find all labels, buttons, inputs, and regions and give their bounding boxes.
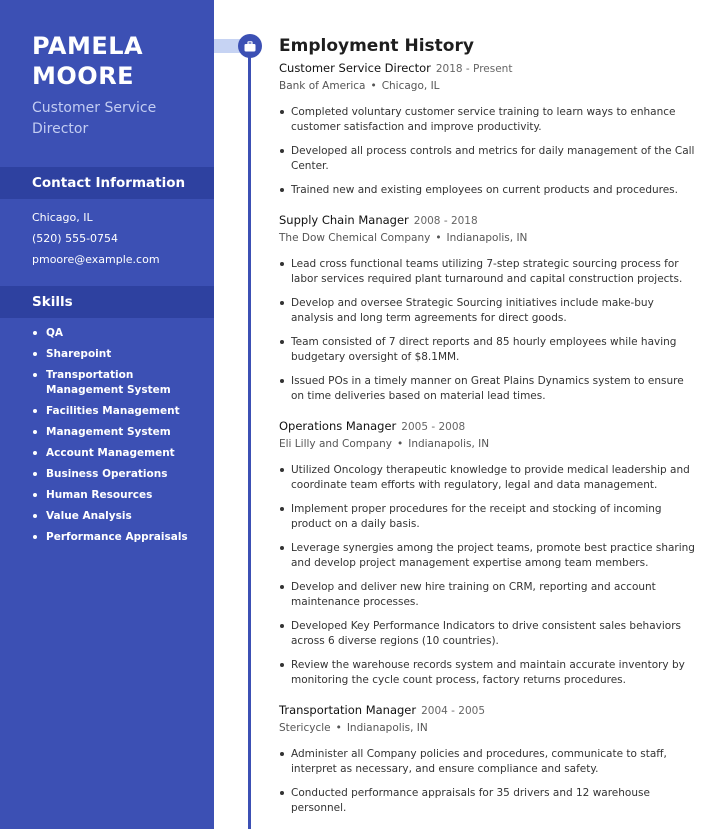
- job-header: [279, 418, 699, 436]
- skill-item: Facilities Management: [32, 404, 207, 419]
- skill-item: Value Analysis: [32, 509, 207, 524]
- job-dates: 2005 - 2008: [401, 421, 466, 433]
- job-company-line: [279, 720, 699, 737]
- job-bullet: Team consisted of 7 direct reports and 85 hourly employees while having budgetary oversight of $8.1MM.: [291, 335, 699, 365]
- job-bullet: Leverage synergies among the project teams, promote best practice sharing and develop project management expertise among team members.: [291, 541, 699, 571]
- contact-phone: (520) 555-0754: [32, 232, 119, 245]
- contact-list: [32, 207, 207, 270]
- job-entry: [279, 60, 699, 198]
- job-bullets: [279, 747, 699, 816]
- job-title: Transportation Manager: [279, 703, 417, 717]
- job-header: [279, 212, 699, 230]
- job-bullet: Completed voluntary customer service training to learn ways to enhance customer satisfaction and improve productivity.: [291, 105, 699, 135]
- skill-item: Management System: [32, 425, 207, 440]
- skills-list: [32, 326, 207, 551]
- skill-item: Sharepoint: [32, 347, 207, 362]
- timeline-line: [248, 46, 251, 829]
- job-bullet: Utilized Oncology therapeutic knowledge to provide medical leadership and coordinate team efforts with regulatory, legal and data management.: [291, 463, 699, 493]
- job-company: The Dow Chemical Company: [279, 232, 431, 244]
- job-dates: 2004 - 2005: [421, 705, 486, 717]
- job-company-line: [279, 436, 699, 453]
- job-bullet: Trained new and existing employees on current products and procedures.: [291, 183, 699, 198]
- job-bullets: [279, 105, 699, 198]
- job-location: Indianapolis, IN: [346, 722, 428, 734]
- sidebar: [0, 0, 214, 829]
- job-bullet: Conducted performance appraisals for 35 drivers and 12 warehouse personnel.: [291, 786, 699, 816]
- job-bullet: Develop and deliver new hire training on CRM, reporting and account maintenance processes.: [291, 580, 699, 610]
- skill-item: Transportation Management System: [32, 368, 207, 398]
- job-title: Operations Manager: [279, 419, 397, 433]
- job-entry: [279, 418, 699, 688]
- skill-item: QA: [32, 326, 207, 341]
- job-location: Indianapolis, IN: [446, 232, 528, 244]
- contact-location: Chicago, IL: [32, 211, 93, 224]
- main-content: [279, 34, 699, 829]
- briefcase-icon: [238, 34, 262, 58]
- job-dates: 2008 - 2018: [413, 215, 478, 227]
- job-list: [279, 60, 699, 816]
- separator-dot: •: [370, 80, 377, 92]
- separator-dot: •: [435, 232, 442, 244]
- job-header: [279, 60, 699, 78]
- job-company: Bank of America: [279, 80, 366, 92]
- skill-item: Account Management: [32, 446, 207, 461]
- candidate-name: [32, 31, 207, 91]
- job-title: Customer Service Director: [279, 61, 431, 75]
- job-bullet: Lead cross functional teams utilizing 7-step strategic sourcing process for labor services required plant turnaround and capital construction projects.: [291, 257, 699, 287]
- separator-dot: •: [335, 722, 342, 734]
- job-bullet: Review the warehouse records system and maintain accurate inventory by monitoring the cycle count process, factory returns procedures.: [291, 658, 699, 688]
- skill-item: Business Operations: [32, 467, 207, 482]
- job-company: Stericycle: [279, 722, 331, 734]
- job-bullet: Develop and oversee Strategic Sourcing initiatives include make-buy analysis and long term agreements for direct goods.: [291, 296, 699, 326]
- job-bullets: [279, 463, 699, 688]
- contact-email[interactable]: pmoore@example.com: [32, 253, 160, 266]
- job-bullet: Issued POs in a timely manner on Great Plains Dynamics system to ensure on time deliveries based on material lead times.: [291, 374, 699, 404]
- job-bullet: Developed all process controls and metrics for daily management of the Call Center.: [291, 144, 699, 174]
- job-location: Indianapolis, IN: [408, 438, 490, 450]
- job-bullets: [279, 257, 699, 404]
- job-bullet: Implement proper procedures for the receipt and stocking of incoming product on a daily basis.: [291, 502, 699, 532]
- job-location: Chicago, IL: [381, 80, 440, 92]
- skill-item: Human Resources: [32, 488, 207, 503]
- first-name: PAMELA: [32, 32, 144, 60]
- skill-item: Performance Appraisals: [32, 530, 207, 545]
- separator-dot: •: [397, 438, 404, 450]
- job-entry: [279, 212, 699, 404]
- candidate-title: Customer Service Director: [32, 100, 157, 137]
- job-company-line: [279, 78, 699, 95]
- job-title: Supply Chain Manager: [279, 213, 409, 227]
- employment-heading: Employment History: [279, 36, 474, 56]
- job-bullet: Administer all Company policies and procedures, communicate to staff, interpret as necessary, and ensure compliance and safety.: [291, 747, 699, 777]
- job-header: [279, 702, 699, 720]
- skills-heading: Skills: [0, 286, 214, 318]
- job-company: Eli Lilly and Company: [279, 438, 393, 450]
- job-bullet: Developed Key Performance Indicators to drive consistent sales behaviors across 6 diverse regions (10 countries).: [291, 619, 699, 649]
- job-entry: [279, 702, 699, 816]
- contact-heading: Contact Information: [0, 167, 214, 199]
- job-company-line: [279, 230, 699, 247]
- last-name: MOORE: [32, 62, 135, 90]
- job-dates: 2018 - Present: [435, 63, 513, 75]
